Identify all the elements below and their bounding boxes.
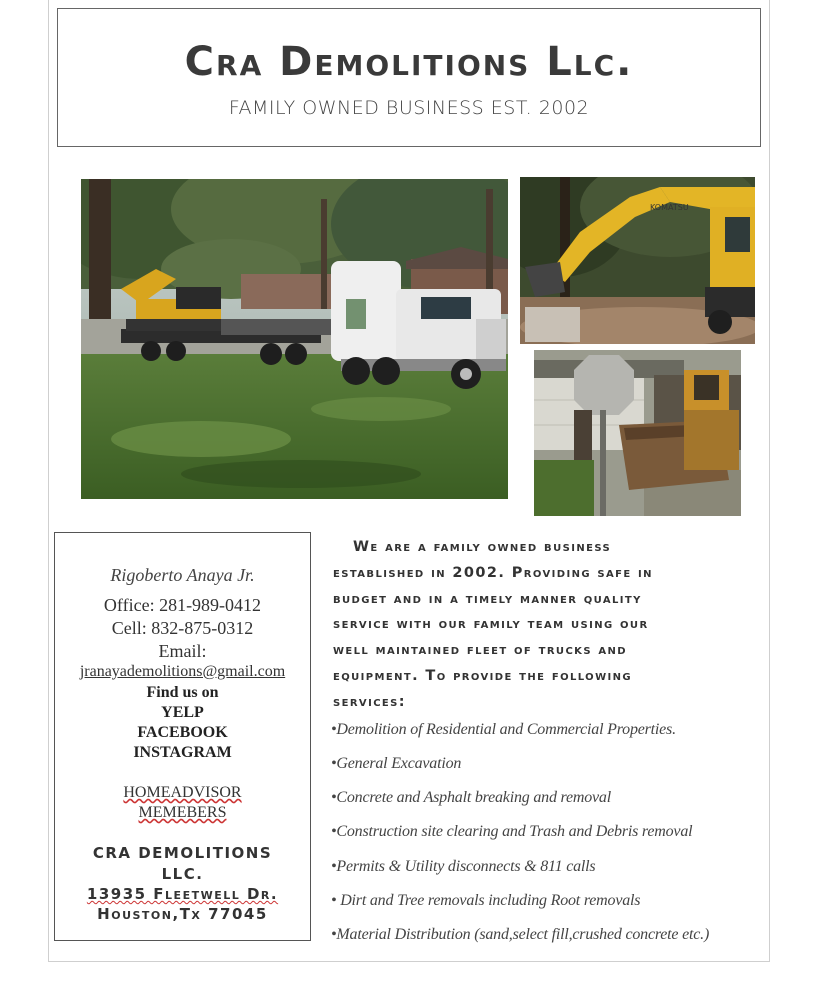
email-link[interactable]: jranayademolitions@gmail.com <box>79 663 286 680</box>
instagram-label: INSTAGRAM <box>133 744 232 761</box>
service-item: •General Excavation <box>331 755 462 772</box>
intro-line: well maintained fleet of trucks and <box>333 642 627 659</box>
company-name-line-2: LLC. <box>161 865 204 883</box>
find-us-label: Find us on <box>146 684 219 701</box>
header-box <box>57 8 761 147</box>
homeadvisor-members-label: MEMEBERS <box>138 804 227 821</box>
yelp-label: YELP <box>161 704 204 721</box>
company-name-line-1: CRA DEMOLITIONS <box>92 844 273 862</box>
service-item: •Demolition of Residential and Commercial Properties. <box>331 721 676 738</box>
service-item: • Dirt and Tree removals including Root removals <box>331 892 641 909</box>
address-street: 13935 Fleetwell Dr. <box>86 885 279 903</box>
intro-line: service with our family team using our <box>333 616 649 633</box>
service-item: •Concrete and Asphalt breaking and removal <box>331 789 611 806</box>
address-city: Houston,Tx 77045 <box>97 905 268 923</box>
service-item: •Construction site clearing and Trash and Debris removal <box>331 823 693 840</box>
bulldozer-demolishing-house-photo <box>534 350 741 516</box>
truck-hauling-excavator-photo <box>81 179 508 499</box>
intro-line: We are a family owned business <box>353 539 612 555</box>
intro-paragraph <box>333 535 773 716</box>
contact-box <box>54 532 311 941</box>
company-tagline: FAMILY OWNED BUSINESS EST. 2002 <box>228 97 590 119</box>
intro-line: services: <box>333 693 406 710</box>
company-title: Cra Demolitions Llc. <box>184 39 634 85</box>
intro-line: equipment. To provide the following <box>333 667 632 684</box>
excavator-digging-photo <box>520 177 755 344</box>
intro-line: established in 2002. Providing safe in <box>333 564 653 581</box>
cell-phone: Cell: 832-875-0312 <box>111 618 254 638</box>
intro-line: budget and in a timely manner quality <box>333 590 642 607</box>
homeadvisor-label: HOMEADVISOR <box>123 784 242 801</box>
office-phone: Office: 281-989-0412 <box>103 595 262 615</box>
service-item: •Material Distribution (sand,select fill,crushed concrete etc.) <box>331 926 710 943</box>
service-item: •Permits & Utility disconnects & 811 calls <box>331 858 596 875</box>
facebook-label: FACEBOOK <box>137 724 228 741</box>
contact-name: Rigoberto Anaya Jr. <box>110 565 255 585</box>
email-label: Email: <box>158 641 207 661</box>
svg-text:KOMATSU: KOMATSU <box>650 203 689 212</box>
